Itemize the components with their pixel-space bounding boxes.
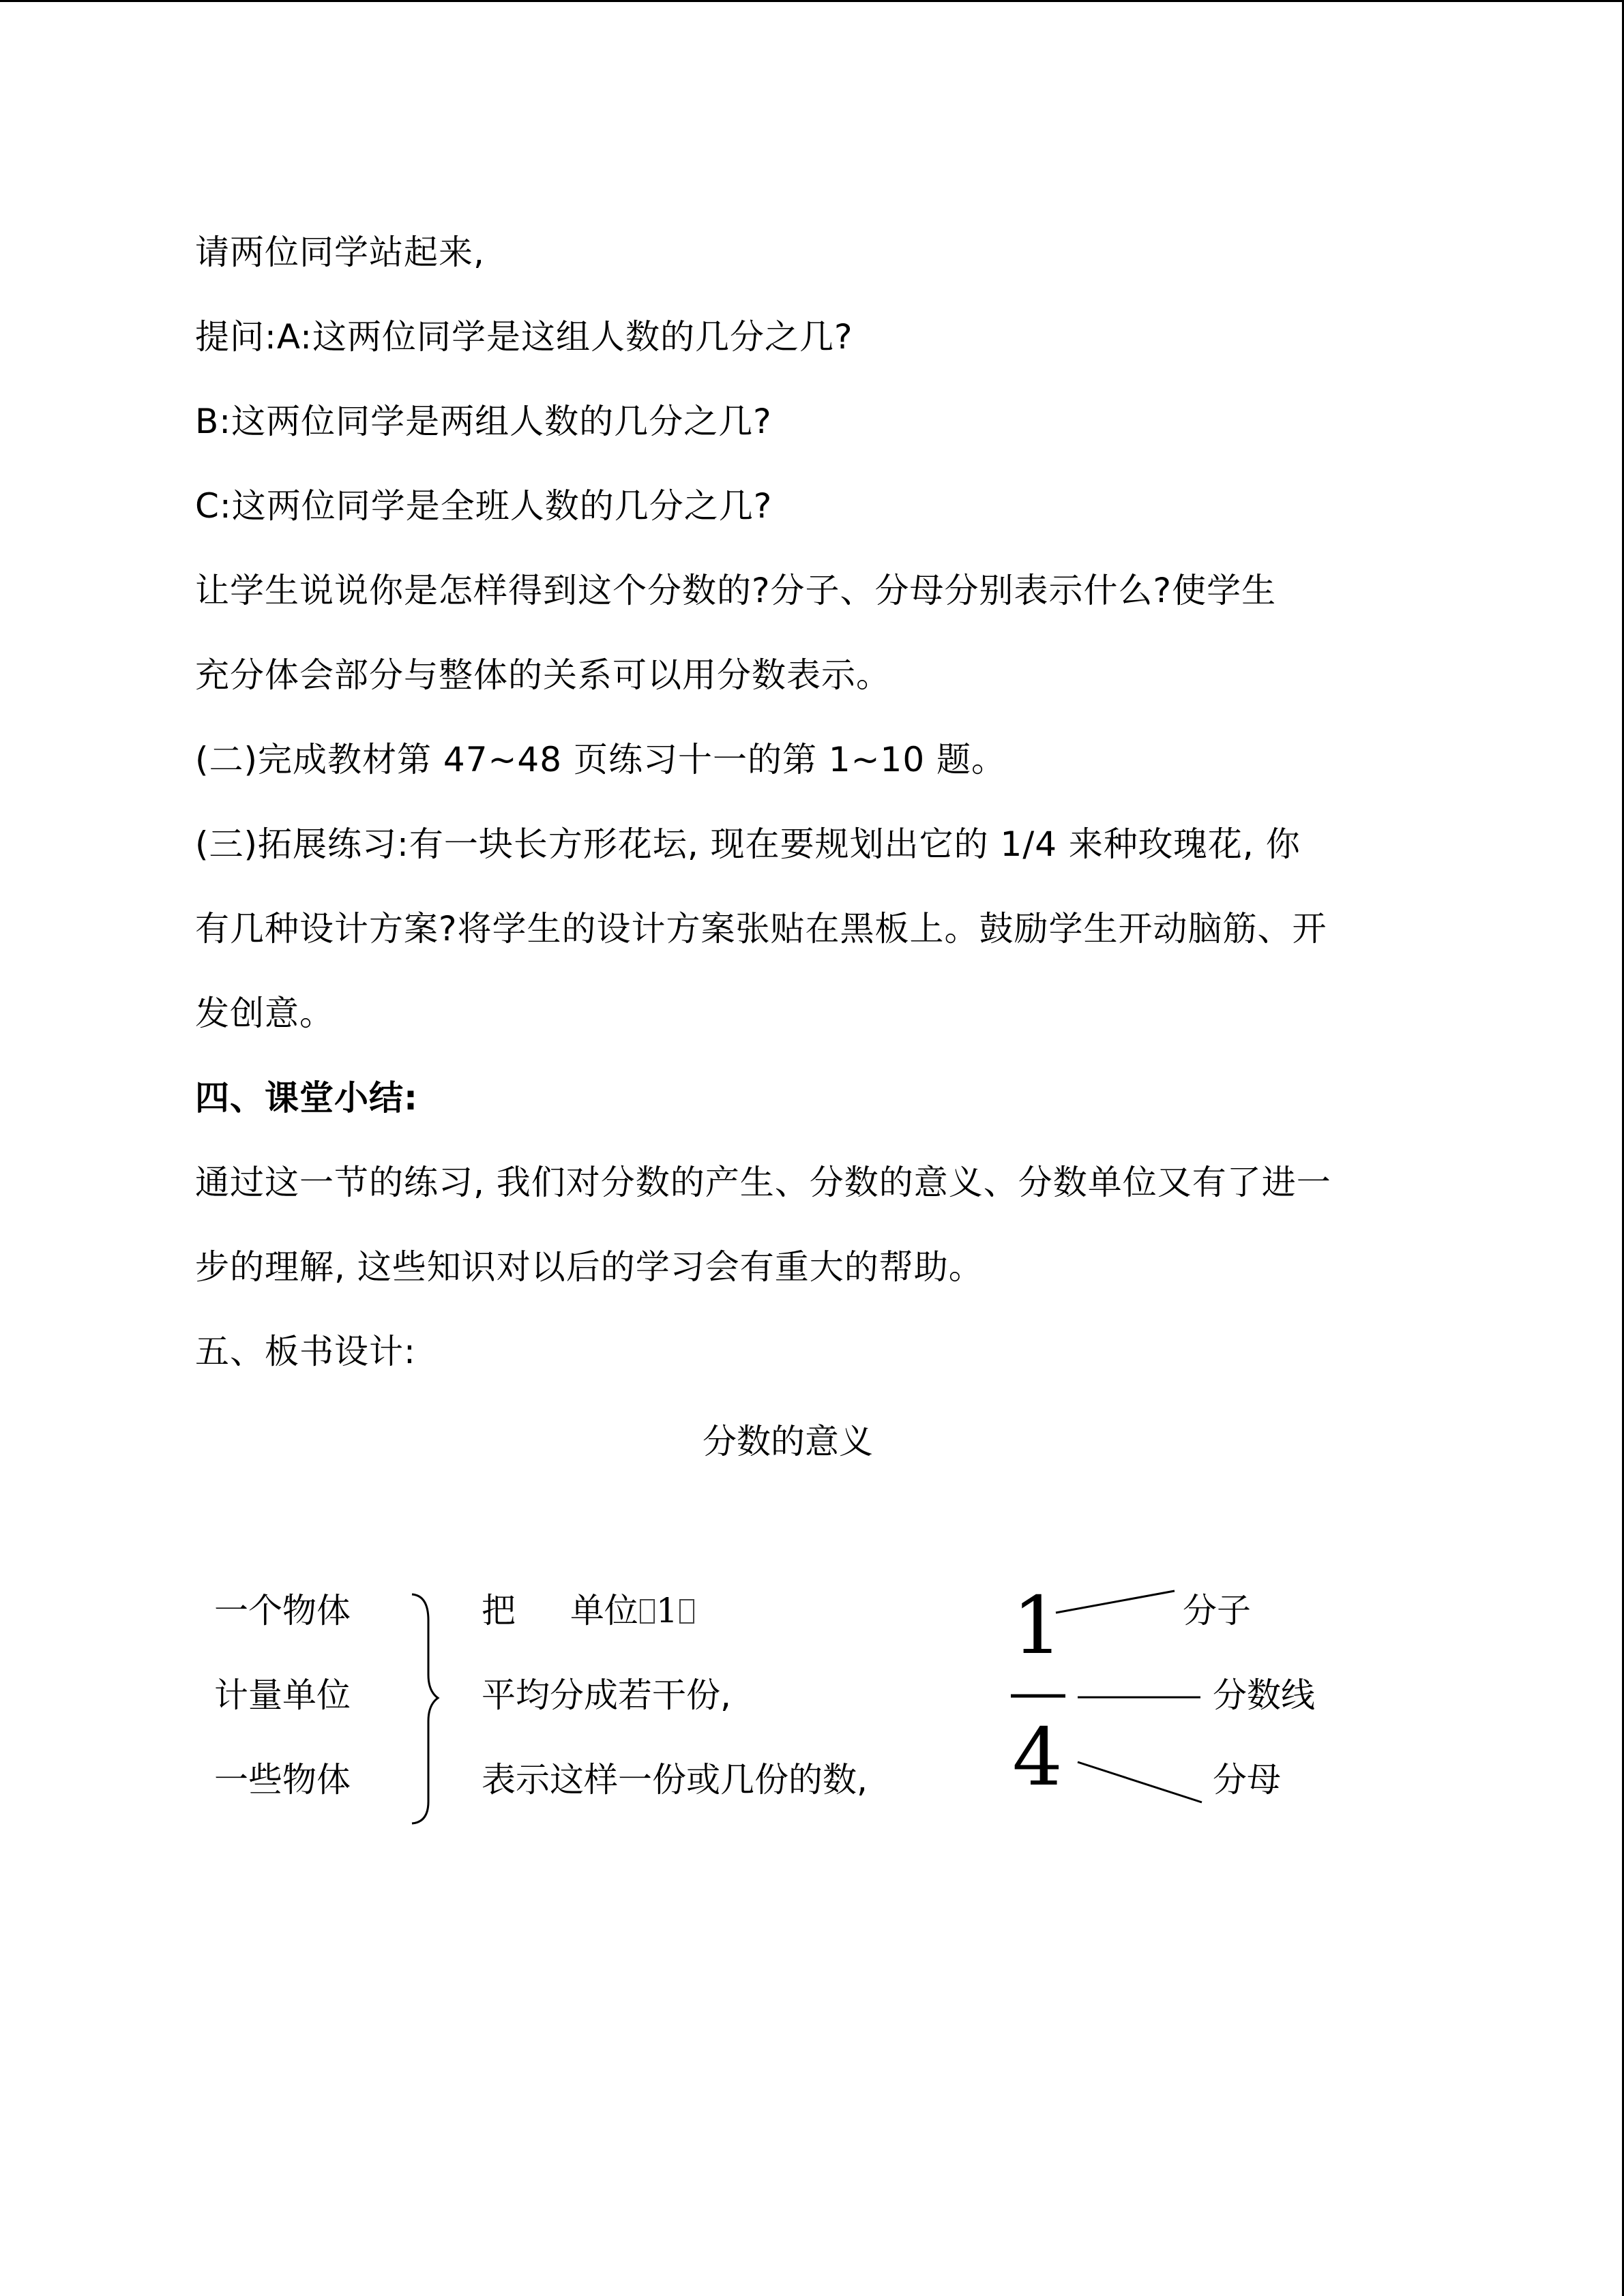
board-left-item-1: 一个物体 bbox=[214, 1591, 351, 1630]
paragraph-line-3: B:这两位同学是两组人数的几分之几? bbox=[195, 402, 772, 441]
board-title: 分数的意义 bbox=[703, 1422, 873, 1461]
label-denominator: 分母 bbox=[1213, 1760, 1281, 1800]
paragraph-line-1: 请两位同学站起来, bbox=[195, 233, 485, 272]
paragraph-line-7: (二)完成教材第 47~48 页练习十一的第 1~10 题。 bbox=[195, 740, 1007, 779]
denominator-pointer-line bbox=[1078, 1762, 1202, 1802]
section4-heading: 四、课堂小结: bbox=[195, 1078, 418, 1118]
paragraph-line-5: 让学生说说你是怎样得到这个分数的?分子、分母分别表示什么?使学生 bbox=[195, 571, 1277, 610]
paragraph-line-4: C:这两位同学是全班人数的几分之几? bbox=[195, 486, 773, 526]
paragraph-line-10: 发创意。 bbox=[195, 994, 334, 1033]
board-desc-line-3: 表示这样一份或几份的数, bbox=[482, 1760, 868, 1800]
board-desc-line-2: 平均分成若干份, bbox=[482, 1675, 731, 1715]
numerator-pointer-line bbox=[1056, 1591, 1175, 1613]
paragraph-line-8: (三)拓展练习:有一块长方形花坛, 现在要规划出它的 1/4 来种玫瑰花, 你 bbox=[195, 824, 1301, 864]
paragraph-line-2: 提问:A:这两位同学是这组人数的几分之几? bbox=[195, 317, 853, 357]
board-left-item-3: 一些物体 bbox=[214, 1760, 351, 1800]
fraction-denominator: 4 bbox=[1012, 1712, 1063, 1804]
paragraph-line-9: 有几种设计方案?将学生的设计方案张贴在黑板上。鼓励学生开动脑筋、开 bbox=[195, 909, 1327, 949]
right-brace-icon bbox=[412, 1594, 438, 1823]
label-numerator: 分子 bbox=[1183, 1591, 1251, 1630]
paragraph-line-6: 充分体会部分与整体的关系可以用分数表示。 bbox=[195, 655, 891, 695]
section4-line-1: 通过这一节的练习, 我们对分数的产生、分数的意义、分数单位又有了进一 bbox=[195, 1163, 1331, 1202]
board-desc-one: 1 bbox=[655, 1591, 678, 1630]
section5-heading: 五、板书设计: bbox=[195, 1332, 416, 1371]
section4-line-2: 步的理解, 这些知识对以后的学习会有重大的帮助。 bbox=[195, 1247, 984, 1287]
board-desc-ba: 把 bbox=[482, 1591, 516, 1630]
board-desc-unit: 单位 bbox=[570, 1591, 638, 1630]
fraction-numerator: 1 bbox=[1012, 1580, 1063, 1672]
label-fraction-bar: 分数线 bbox=[1213, 1675, 1315, 1715]
board-left-item-2: 计量单位 bbox=[214, 1675, 351, 1715]
